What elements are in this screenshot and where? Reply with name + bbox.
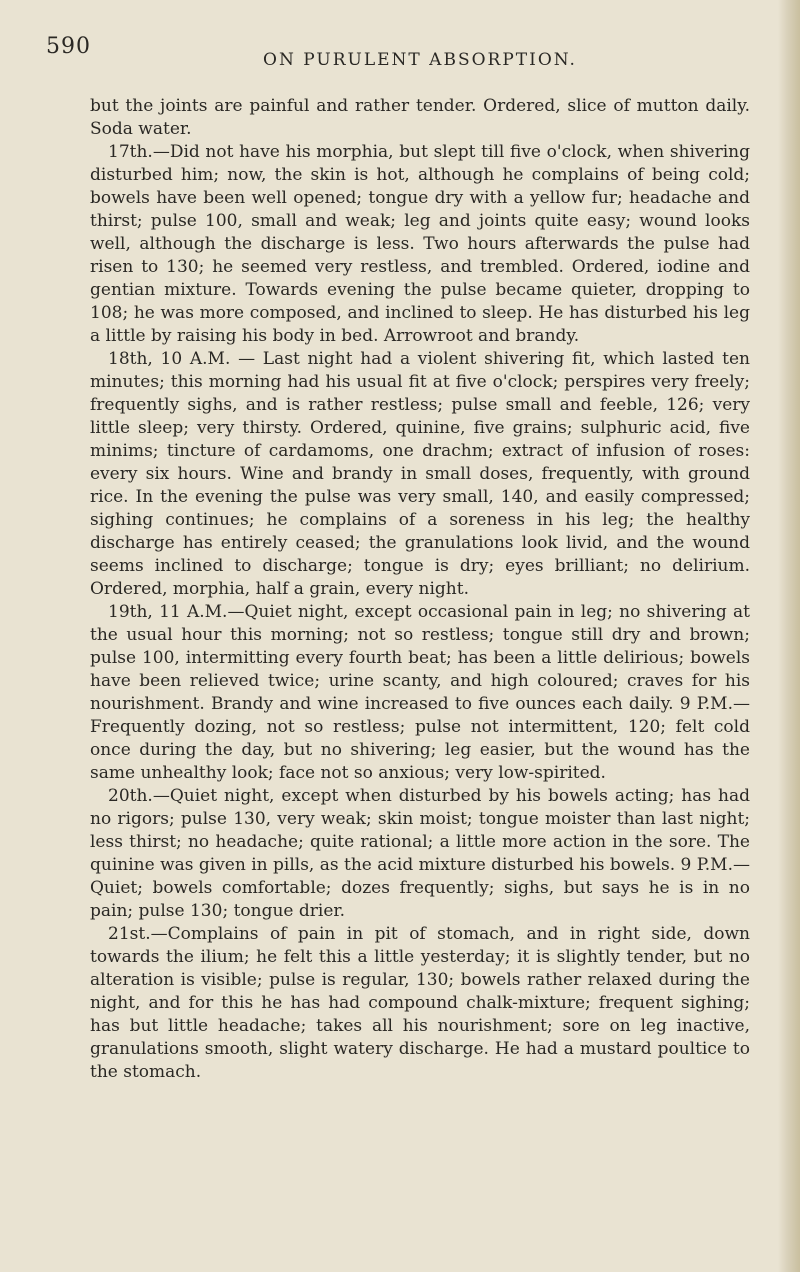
paragraph: 20th.—Quiet night, except when disturbed by his bowels acting; has had no rigors; pulse 130, very weak; skin moist; tongue moister than last night; less thirst; no headache; quite rational; a little more action in the sore. The quinine was given in pills, as the acid mixture disturbed his bowels. 9 P.M.—Quiet; bowels comfortable; dozes frequently; sighs, but says he is in no pain; pulse 130; tongue drier. bbox=[90, 786, 750, 921]
page-number: 590 bbox=[46, 34, 91, 59]
paragraph: 19th, 11 A.M.—Quiet night, except occasional pain in leg; no shivering at the usual hour this morning; not so restless; tongue still dry and brown; pulse 100, intermitting every fourth beat; has been a little delirious; bowels have been relieved twice; urine scanty, and high coloured; craves for his nourishment. Brandy and wine increased to five ounces each daily. 9 P.M.—Frequently dozing, not so restless; pulse not intermittent, 120; felt cold once during the day, but no shivering; leg easier, but the wound has the same unhealthy look; face not so anxious; very low-spirited. bbox=[90, 602, 750, 783]
paragraph: 17th.—Did not have his morphia, but slept till five o'clock, when shivering disturbed him; now, the skin is hot, although he complains of being cold; bowels have been well opened; tongue dry with a yellow fur; headache and thirst; pulse 100, small and weak; leg and joints quite easy; wound looks well, although the discharge is less. Two hours afterwards the pulse had risen to 130; he seemed very restless, and trembled. Ordered, iodine and gentian mixture. Towards evening the pulse became quieter, dropping to 108; he was more composed, and inclined to sleep. He has disturbed his leg a little by raising his body in bed. Arrowroot and brandy. bbox=[90, 142, 750, 346]
paragraph: 18th, 10 A.M. — Last night had a violent shivering fit, which lasted ten minutes; this morning had his usual fit at five o'clock; perspires very freely; frequently sighs, and is rather restless; pulse small and feeble, 126; very little sleep; very thirsty. Ordered, quinine, five grains; sulphuric acid, five minims; tincture of cardamoms, one drachm; extract of infusion of roses: every six hours. Wine and brandy in small doses, frequently, with ground rice. In the evening the pulse was very small, 140, and easily compressed; sighing continues; he complains of a soreness in his leg; the healthy discharge has entirely ceased; the granulations look livid, and the wound seems inclined to discharge; tongue is dry; eyes brilliant; no delirium. Ordered, morphia, half a grain, every night. bbox=[90, 349, 750, 599]
paragraph: 21st.—Complains of pain in pit of stomach, and in right side, down towards the ilium; he felt this a little yesterday; it is slightly tender, but no alteration is visible; pulse is regular, 130; bowels rather relaxed during the night, and for this he has had compound chalk-mixture; frequent sighing; has but little headache; takes all his nourishment; sore on leg inactive, granulations smooth, slight watery discharge. He had a mustard poultice to the stomach. bbox=[90, 924, 750, 1082]
body-text bbox=[90, 95, 750, 1084]
running-head: ON PURULENT ABSORPTION. bbox=[263, 50, 577, 70]
page-edge-shadow bbox=[778, 0, 800, 1272]
paragraph: but the joints are painful and rather tender. Ordered, slice of mutton daily. Soda water. bbox=[90, 96, 750, 139]
